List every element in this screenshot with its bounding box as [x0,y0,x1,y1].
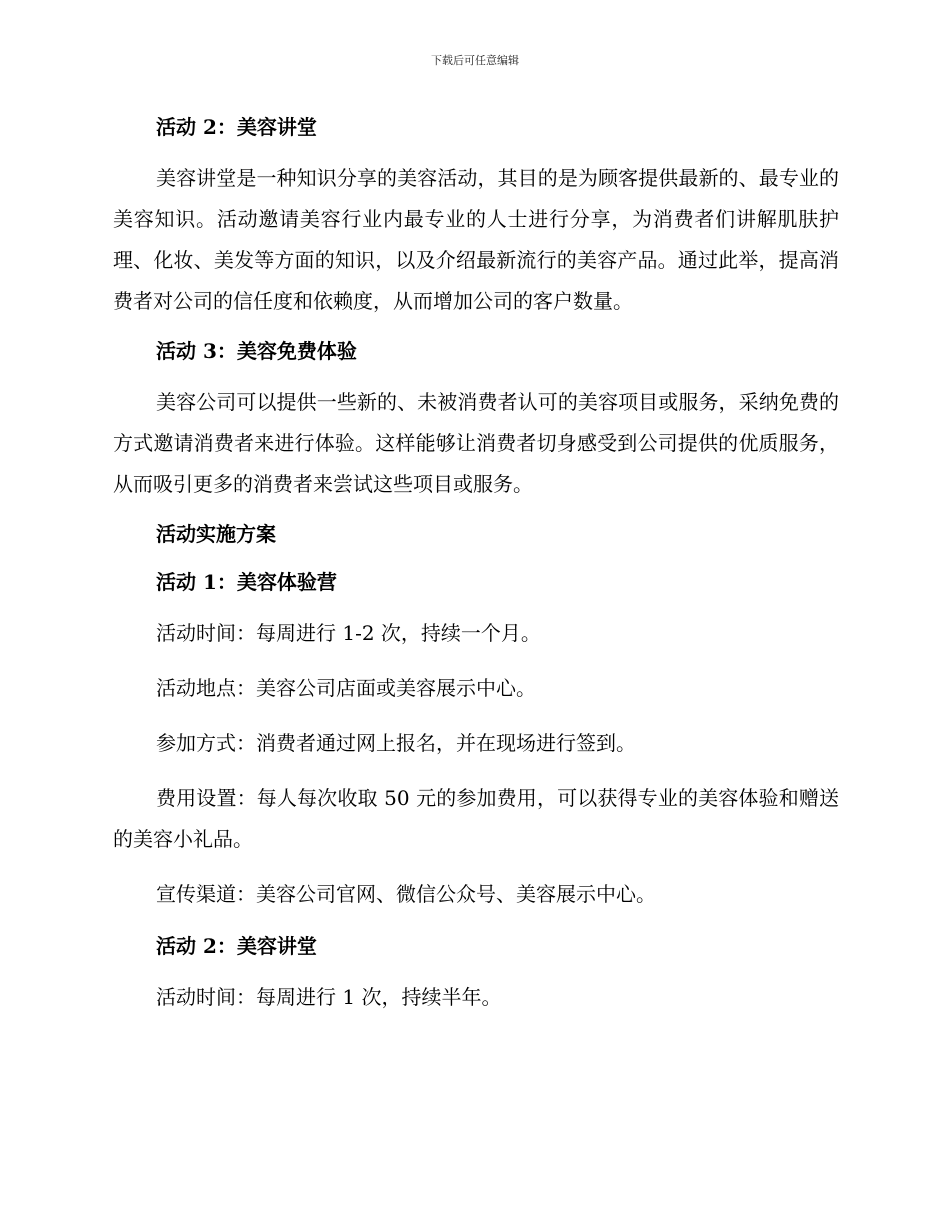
section-heading-implementation: 活动实施方案 [156,522,276,546]
paragraph-activity-location: 活动地点：美容公司店面或美容展示中心。 [156,676,536,700]
paragraph-fee: 费用设置：每人每次收取 50 元的参加费用，可以获得专业的美容体验和赠送的美容小礼品。 [113,786,839,851]
paragraph-beauty-lecture: 美容讲堂是一种知识分享的美容活动，其目的是为顾客提供最新的、最专业的美容知识。活动邀请美容行业内最专业的人士进行分享，为消费者们讲解肌肤护理、化妆、美发等方面的知识，以及介绍最新流行的美容产品。通过此举，提高消费者对公司的信任度和依赖度，从而增加公司的客户数量。 [113,166,839,313]
section-heading-activity-2: 活动 2：美容讲堂 [156,115,317,139]
paragraph-lecture-time: 活动时间：每周进行 1 次，持续半年。 [156,985,502,1009]
page-header-note: 下载后可任意编辑 [431,54,519,67]
section-heading-activity-1: 活动 1：美容体验营 [156,570,337,594]
paragraph-participation: 参加方式：消费者通过网上报名，并在现场进行签到。 [156,731,636,755]
section-heading-activity-3: 活动 3：美容免费体验 [156,339,357,363]
paragraph-free-experience: 美容公司可以提供一些新的、未被消费者认可的美容项目或服务，采纳免费的方式邀请消费者来进行体验。这样能够让消费者切身感受到公司提供的优质服务，从而吸引更多的消费者来尝试这些项目或服务。 [113,390,839,496]
paragraph-promotion-channels: 宣传渠道：美容公司官网、微信公众号、美容展示中心。 [156,882,656,906]
section-heading-activity-2-plan: 活动 2：美容讲堂 [156,934,317,958]
paragraph-activity-time: 活动时间：每周进行 1-2 次，持续一个月。 [156,621,541,645]
document-body [113,110,839,1018]
